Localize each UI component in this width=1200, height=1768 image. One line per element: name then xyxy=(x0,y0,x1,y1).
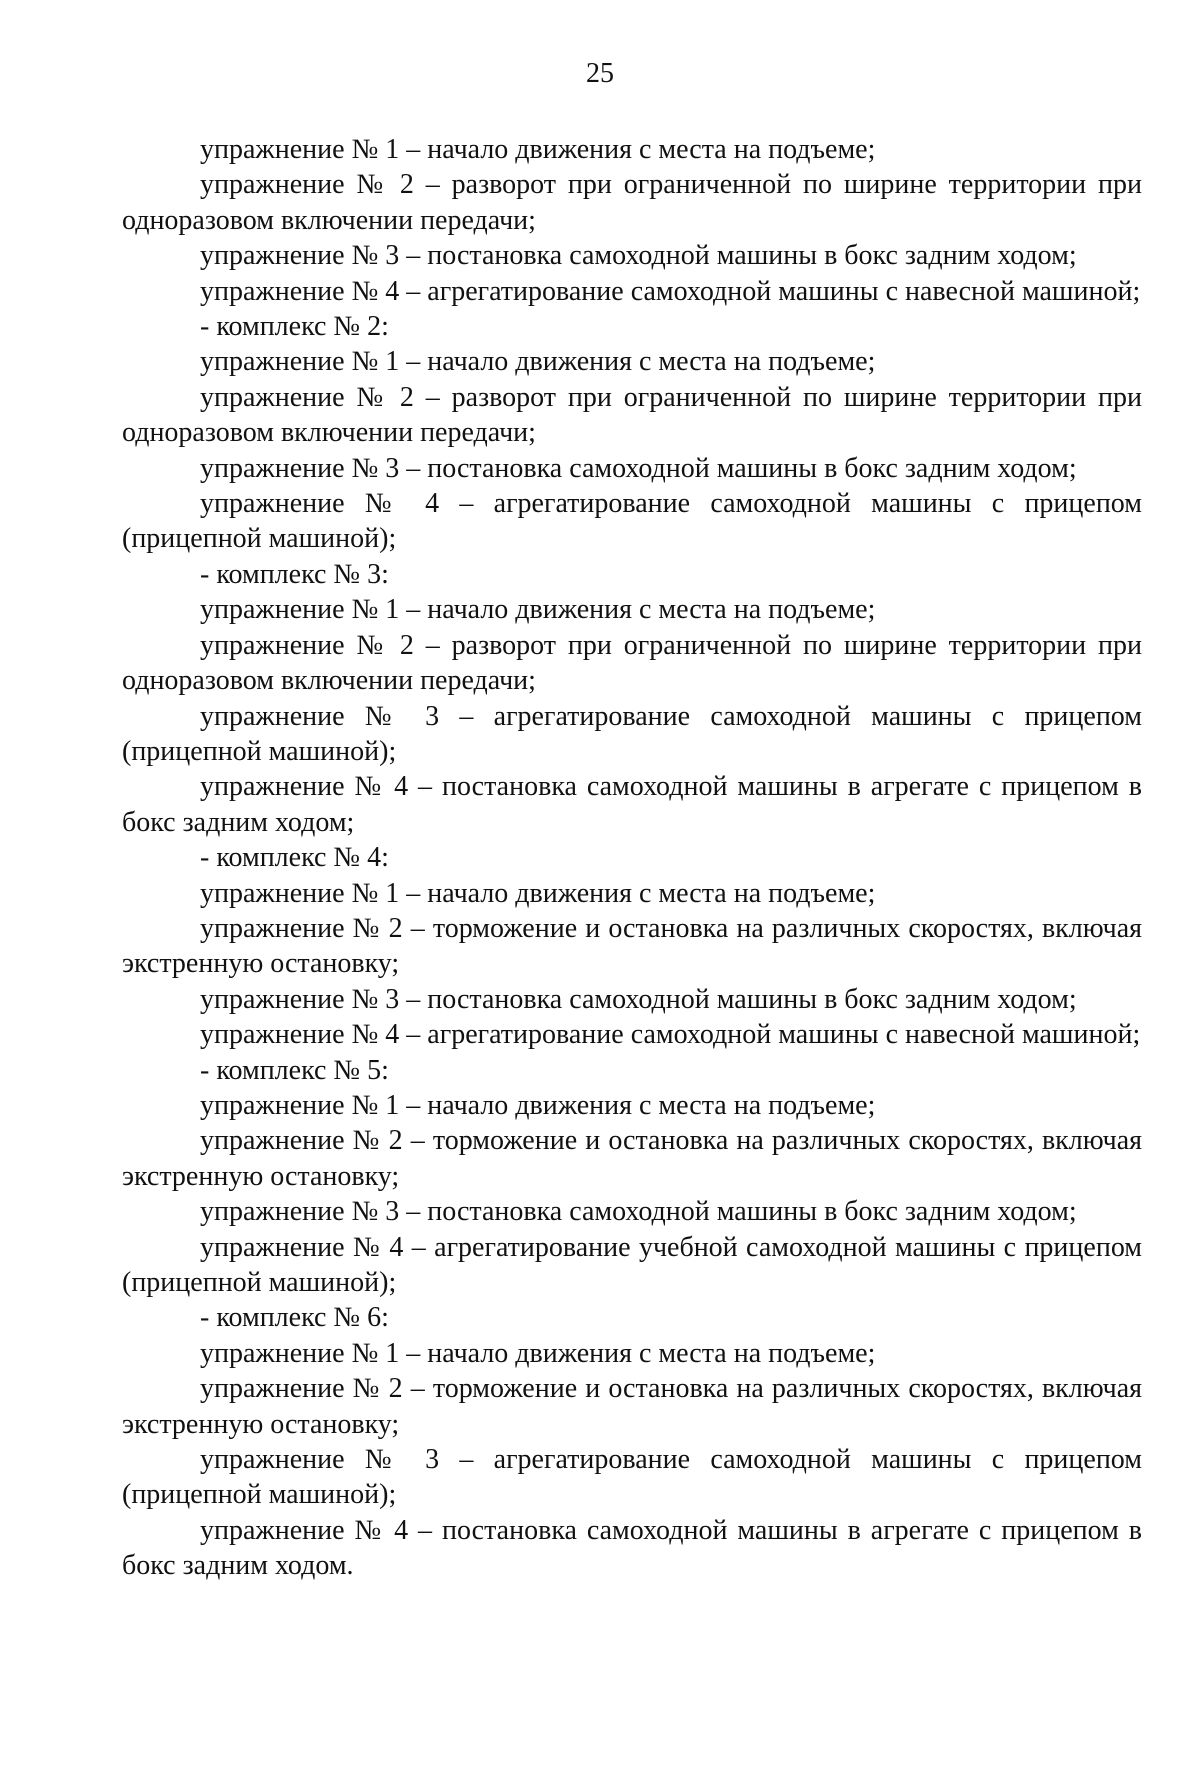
paragraph: упражнение № 3 – постановка самоходной машины в бокс задним ходом; xyxy=(200,983,1077,1015)
paragraph: упражнение № 4 – постановка самоходной машины в агрегате с прицепом в бокс задним ходом; xyxy=(122,771,1142,838)
paragraph: упражнение № 4 – постановка самоходной машины в агрегате с прицепом в бокс задним ходом. xyxy=(122,1514,1142,1582)
paragraph: упражнение № 1 – начало движения с места на подъеме; xyxy=(200,134,876,165)
paragraph: упражнение № 2 – торможение и остановка на различных скоростях, включая экстренную остановку; xyxy=(122,1125,1142,1192)
paragraph: упражнение № 1 – начало движения с места на подъеме; xyxy=(200,1337,876,1369)
paragraph: упражнение № 2 – разворот при ограниченной по ширине территории при одноразовом включении передачи; xyxy=(122,629,1142,697)
paragraph: упражнение № 3 – агрегатирование самоходной машины с прицепом (прицепной машиной); xyxy=(122,700,1142,767)
paragraph: упражнение № 3 – постановка самоходной машины в бокс задним ходом; xyxy=(200,452,1077,484)
paragraph: упражнение № 3 – постановка самоходной машины в бокс задним ходом; xyxy=(200,1196,1077,1228)
paragraph: упражнение № 3 – постановка самоходной машины в бокс задним ходом; xyxy=(200,240,1077,272)
paragraph: упражнение № 2 – торможение и остановка на различных скоростях, включая экстренную остановку; xyxy=(122,1373,1142,1440)
page-body xyxy=(122,132,1142,1584)
paragraph: упражнение № 2 – торможение и остановка на различных скоростях, включая экстренную остановку; xyxy=(122,912,1142,980)
paragraph: упражнение № 4 – агрегатирование самоходной машины с навесной машиной; xyxy=(200,1019,1141,1051)
complex-heading: - комплекс № 5: xyxy=(200,1054,389,1086)
paragraph: упражнение № 1 – начало движения с места на подъеме; xyxy=(200,594,876,626)
paragraph: упражнение № 1 – начало движения с места на подъеме; xyxy=(200,346,876,378)
complex-heading: - комплекс № 3: xyxy=(200,558,389,590)
complex-heading: - комплекс № 6: xyxy=(200,1302,389,1334)
paragraph: упражнение № 1 – начало движения с места на подъеме; xyxy=(200,877,876,909)
paragraph: упражнение № 1 – начало движения с места на подъеме; xyxy=(200,1089,876,1121)
page-number: 25 xyxy=(586,58,614,89)
complex-heading: - комплекс № 4: xyxy=(200,842,389,874)
complex-heading: - комплекс № 2: xyxy=(200,311,389,343)
paragraph: упражнение № 3 – агрегатирование самоходной машины с прицепом (прицепной машиной); xyxy=(122,1444,1142,1511)
paragraph: упражнение № 4 – агрегатирование самоходной машины с навесной машиной; xyxy=(200,275,1141,307)
paragraph: упражнение № 4 – агрегатирование учебной самоходной машины с прицепом (прицепной машиной); xyxy=(122,1231,1142,1298)
paragraph: упражнение № 2 – разворот при ограниченной по ширине территории при одноразовом включении передачи; xyxy=(122,381,1142,449)
paragraph: упражнение № 2 – разворот при ограниченной по ширине территории при одноразовом включении передачи; xyxy=(122,169,1142,236)
paragraph: упражнение № 4 – агрегатирование самоходной машины с прицепом (прицепной машиной); xyxy=(122,488,1142,555)
